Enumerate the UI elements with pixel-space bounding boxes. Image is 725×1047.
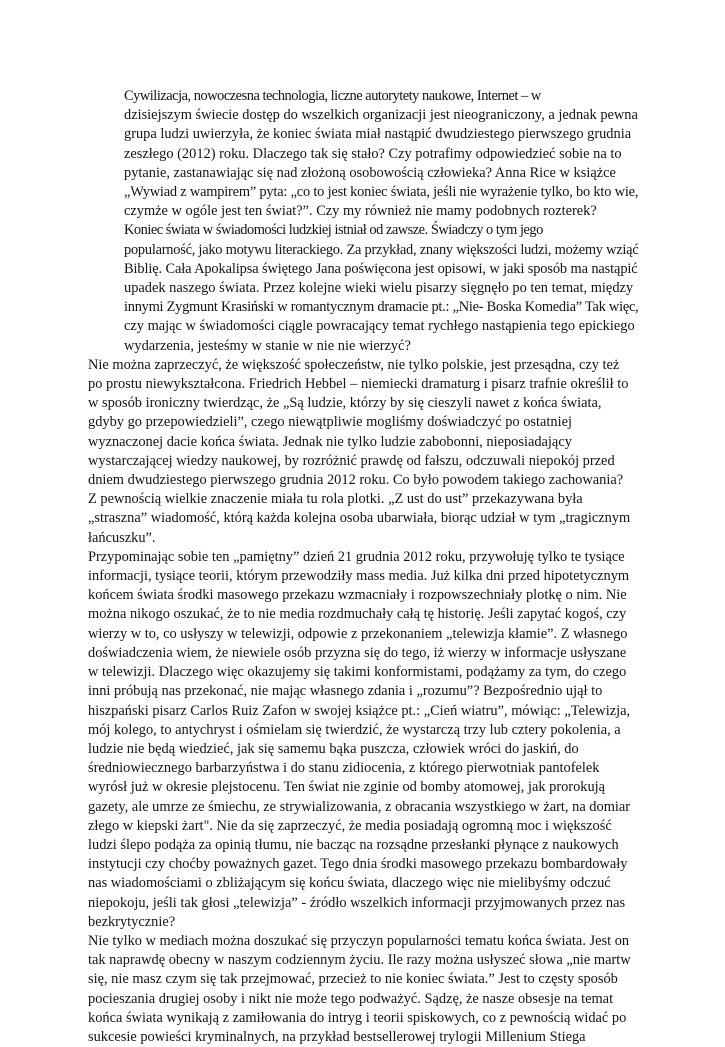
text-line: dniem dwudziestego pierwszego grudnia 2012 roku. Co było powodem takiego zachowania?: [88, 472, 624, 489]
text-line: mój kolego, to antychryst i ośmielam się twierdzić, że wystarczą trzy lub cztery pokolenia, a: [88, 721, 621, 738]
text-line: można nikogo oszukać, że to nie media rozdmuchały całą tę historię. Jeśli zapytać kogoś, czy: [88, 606, 627, 623]
text-line: nas wiadomościami o zbliżającym się końcu świata, dlaczego więc nie mielibyśmy odczuć: [88, 875, 611, 892]
text-line: wydarzenia, jesteśmy w stanie w nie nie wierzyć?: [124, 337, 411, 354]
text-line: pytanie, zastanawiając się nad złożoną osobowością człowieka? Anna Rice w książce: [124, 164, 616, 181]
paragraph-literary-motif: [88, 221, 638, 355]
text-line: sukcesie powieści kryminalnych, na przykład bestsellerowej trylogii Millenium Stiega: [88, 1028, 586, 1045]
paragraph-everyday-life: [88, 932, 638, 1047]
text-line: końca świata wynikają z zamiłowania do intryg i teorii spiskowych, co z pewnością widać po: [88, 1009, 627, 1026]
text-line: ludzi ślepo podąża za opinią tłumu, nie bacząc na rozsądne przesłanki płynące z naukowych: [88, 836, 619, 853]
text-line: gdyby go przepowiedzieli”, czego niewątpliwie mogliśmy doświadczyć po ostatniej: [88, 414, 572, 431]
document-page: [88, 87, 638, 1047]
text-line: dzisiejszym świecie dostęp do wszelkich organizacji jest nieograniczony, a jednak pewna: [124, 107, 638, 124]
text-line: Koniec świata w świadomości ludzkiej istniał od zawsze. Świadczy o tym jego: [124, 222, 543, 239]
text-line: tak naprawdę obecny w naszym codziennym życiu. Ile razy można usłyszeć słowa „nie martw: [88, 952, 631, 969]
text-line: Przypominając sobie ten „pamiętny” dzień 21 grudnia 2012 roku, przywołuję tylko te tysiące: [88, 548, 625, 565]
paragraph-civilization: [88, 87, 638, 221]
text-line: pocieszania drugiej osoby i nikt nie może tego podważyć. Sądzę, że nasze obsesje na temat: [88, 990, 614, 1007]
text-line: wystarczającej wiedzy naukowej, by rozróżnić prawdę od fałszu, odczuwali niepokój przed: [88, 452, 615, 469]
text-line: złego w kiepski żart". Nie da się zaprzeczyć, że media posiadają ogromną moc i większość: [88, 817, 612, 834]
text-line: czy mając w świadomości ciągle powracający temat rychłego nastąpienia tego epickiego: [124, 318, 635, 335]
text-line: gazety, ale umrze ze śmiechu, ze strywializowania, z obracania wszystkiego w żart, na domiar: [88, 798, 631, 815]
text-line: Cywilizacja, nowoczesna technologia, liczne autorytety naukowe, Internet – w: [124, 88, 541, 104]
text-line: Nie tylko w mediach można doszukać się przyczyn popularności tematu końca świata. Jest on: [88, 932, 630, 949]
text-line: wyrósł już w okresie plejstocenu. Ten świat nie zginie od bomby atomowej, jak prorokują: [88, 779, 606, 796]
text-line: innymi Zygmunt Krasiński w romantycznym dramacie pt.: „Nie- Boska Komedia” Tak więc,: [124, 299, 639, 316]
text-line: średniowiecznego barbarzyństwa i do stanu zidiocenia, z którego pierwotniak pantofelek: [88, 760, 600, 777]
text-line: wierzy w to, co usłyszy w telewizji, odpowie z przekonaniem „telewizja kłamie”. Z własnego: [88, 625, 628, 642]
text-line: instytucji czy choćby poważnych gazet. Tego dnia środki masowego przekazu bombardowały: [88, 856, 628, 873]
text-line: Nie można zaprzeczyć, że większość społeczeństw, nie tylko polskie, jest przesądna, czy też: [88, 356, 620, 373]
text-line: zeszłego (2012) roku. Dlaczego tak się stało? Czy potrafimy odpowiedzieć sobie na to: [124, 145, 622, 162]
paragraph-mass-media: [88, 548, 638, 932]
text-line: łańcuszku”.: [88, 529, 156, 546]
text-line: czymże w ogóle jest ten świat?”. Czy my również nie mamy podobnych rozterek?: [124, 203, 597, 220]
text-line: doświadczenia wiem, że niewiele osób przyzna się do tego, iż wierzy w informacje usłyszane: [88, 644, 627, 661]
text-line: bezkrytycznie?: [88, 913, 176, 930]
text-line: „straszna” wiadomość, którą każda kolejna osoba ubarwiała, biorąc udział w tym „tragicznym: [88, 510, 631, 527]
text-line: grupa ludzi uwierzyła, że koniec świata miał nastąpić dwudziestego pierwszego grudnia: [124, 126, 632, 143]
text-line: „Wywiad z wampirem” pyta: „co to jest koniec świata, jeśli nie wyrażenie tylko, bo kto wie,: [124, 184, 639, 201]
text-line: w sposób ironiczny twierdząc, że „Są ludzie, którzy by się cieszyli nawet z końca świata,: [88, 395, 602, 412]
text-line: końcem świata środki masowego przekazu wzmacniały i rozpowszechniały plotkę o nim. Nie: [88, 587, 627, 604]
paragraph-superstition: [88, 356, 638, 548]
text-line: informacji, tysiące teorii, którym przewodziły mass media. Już kilka dni przed hipotetycznym: [88, 568, 630, 585]
text-line: niepokoju, jeśli tak głosi „telewizja” - źródło wszelkich informacji przyjmowanych przez nas: [88, 894, 626, 911]
text-line: w telewizji. Dlaczego więc okazujemy się takimi konformistami, podążamy za tym, do czego: [88, 664, 627, 681]
text-line: ludzie nie będą wiedzieć, jak się samemu bąka puszcza, człowiek wróci do jaskiń, do: [88, 740, 579, 757]
text-line: Biblię. Cała Apokalipsa świętego Jana poświęcona jest opisowi, w jaki sposób ma nastąpić: [124, 260, 638, 277]
text-line: popularność, jako motywu literackiego. Za przykład, znany większości ludzi, możemy wziąć: [124, 241, 639, 258]
text-line: wyznaczonej dacie końca świata. Jednak nie tylko ludzie zabobonni, nieposiadający: [88, 433, 572, 450]
text-line: po prostu niewykształcona. Friedrich Hebbel – niemiecki dramaturg i pisarz trafnie określił to: [88, 376, 629, 393]
text-line: inni próbują nas przekonać, nie mając własnego zdania i „rozumu”? Bezpośrednio ujął to: [88, 683, 603, 700]
text-line: się, nie masz czym się tak przejmować, przecież to nie koniec świata.” Jest to częsty sposób: [88, 971, 618, 988]
text-line: upadek naszego świata. Przez kolejne wieki wielu pisarzy sięgnęło po ten temat, między: [124, 280, 634, 297]
text-line: Z pewnością wielkie znaczenie miała tu rola plotki. „Z ust do ust” przekazywana była: [88, 491, 583, 508]
text-line: hiszpański pisarz Carlos Ruiz Zafon w swojej książce pt.: „Cień wiatru”, mówiąc: „Telewizja,: [88, 702, 631, 719]
